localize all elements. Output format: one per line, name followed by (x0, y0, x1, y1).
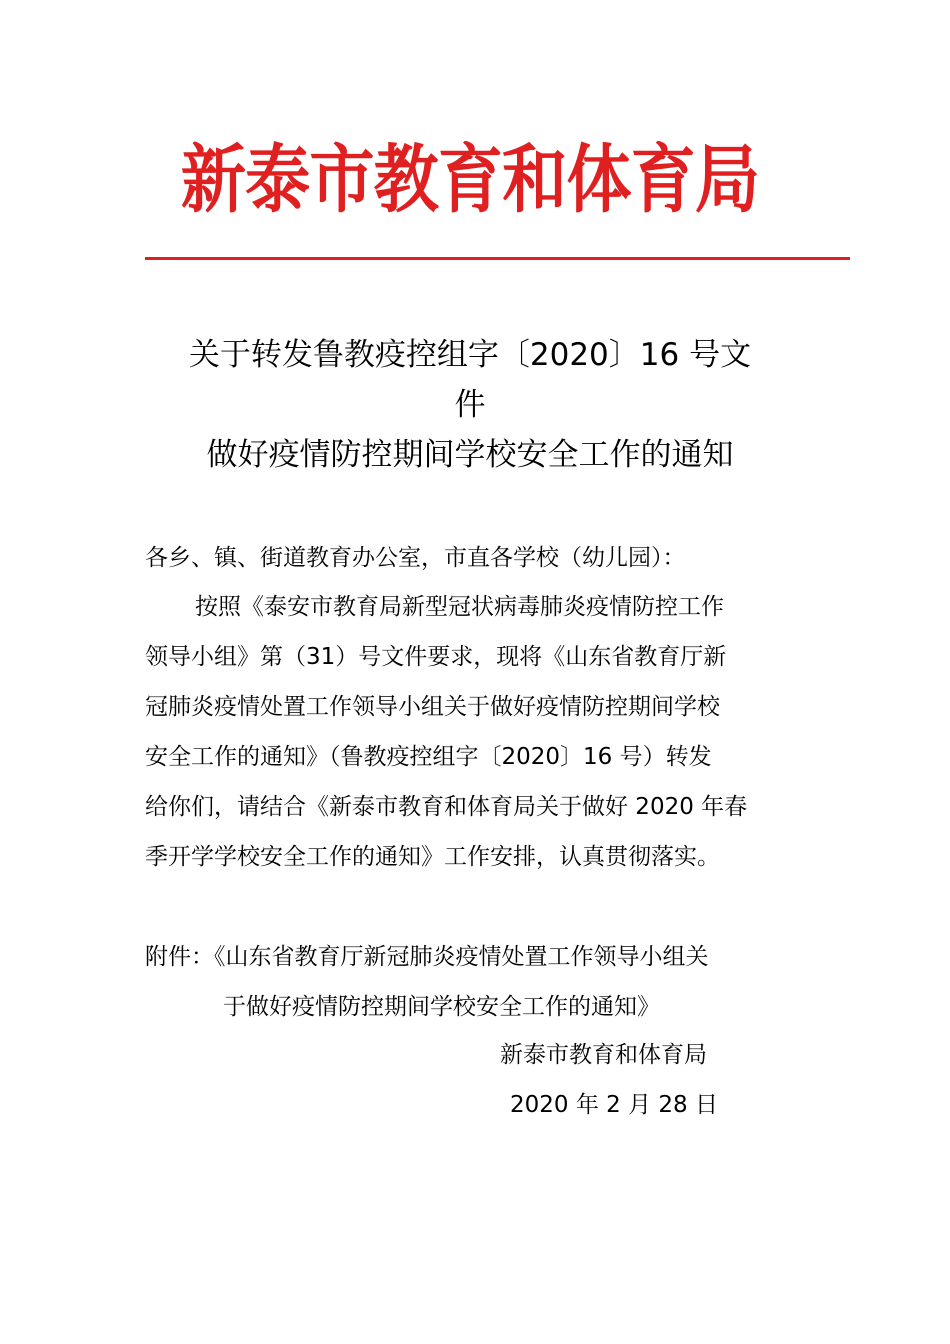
signature-block (145, 1030, 825, 1130)
signature-organization: 新泰市教育和体育局 (500, 1042, 707, 1068)
body-line: 冠肺炎疫情处置工作领导小组关于做好疫情防控期间学校 (145, 694, 720, 720)
document-title-line-2: 件 (454, 387, 486, 423)
body-line: 领导小组》第（31）号文件要求，现将《山东省教育厅新 (145, 644, 727, 670)
document-title-line-3: 做好疫情防控期间学校安全工作的通知 (206, 437, 734, 473)
signature-date: 2020 年 2 月 28 日 (510, 1092, 718, 1118)
body-line: 安全工作的通知》（鲁教疫控组字〔2020〕16 号）转发 (145, 744, 712, 770)
attachment-line-2: 于做好疫情防控期间学校安全工作的通知》 (223, 994, 660, 1020)
body-line: 季开学学校安全工作的通知》工作安排，认真贯彻落实。 (145, 844, 720, 870)
attachment-line-1: 附件：《山东省教育厅新冠肺炎疫情处置工作领导小组关 (145, 944, 709, 970)
document-title (140, 330, 800, 480)
letterhead-title: 新泰市教育和体育局 (180, 137, 760, 223)
letterhead-divider (145, 257, 850, 260)
body-paragraph (145, 582, 825, 882)
salutation: 各乡、镇、街道教育办公室，市直各学校（幼儿园）： (145, 545, 686, 571)
document-title-line-1: 关于转发鲁教疫控组字〔2020〕16 号文 (188, 337, 752, 373)
body-line: 按照《泰安市教育局新型冠状病毒肺炎疫情防控工作 (195, 594, 724, 620)
body-line: 给你们，请结合《新泰市教育和体育局关于做好 2020 年春 (145, 794, 748, 820)
attachment-note (145, 932, 825, 1032)
